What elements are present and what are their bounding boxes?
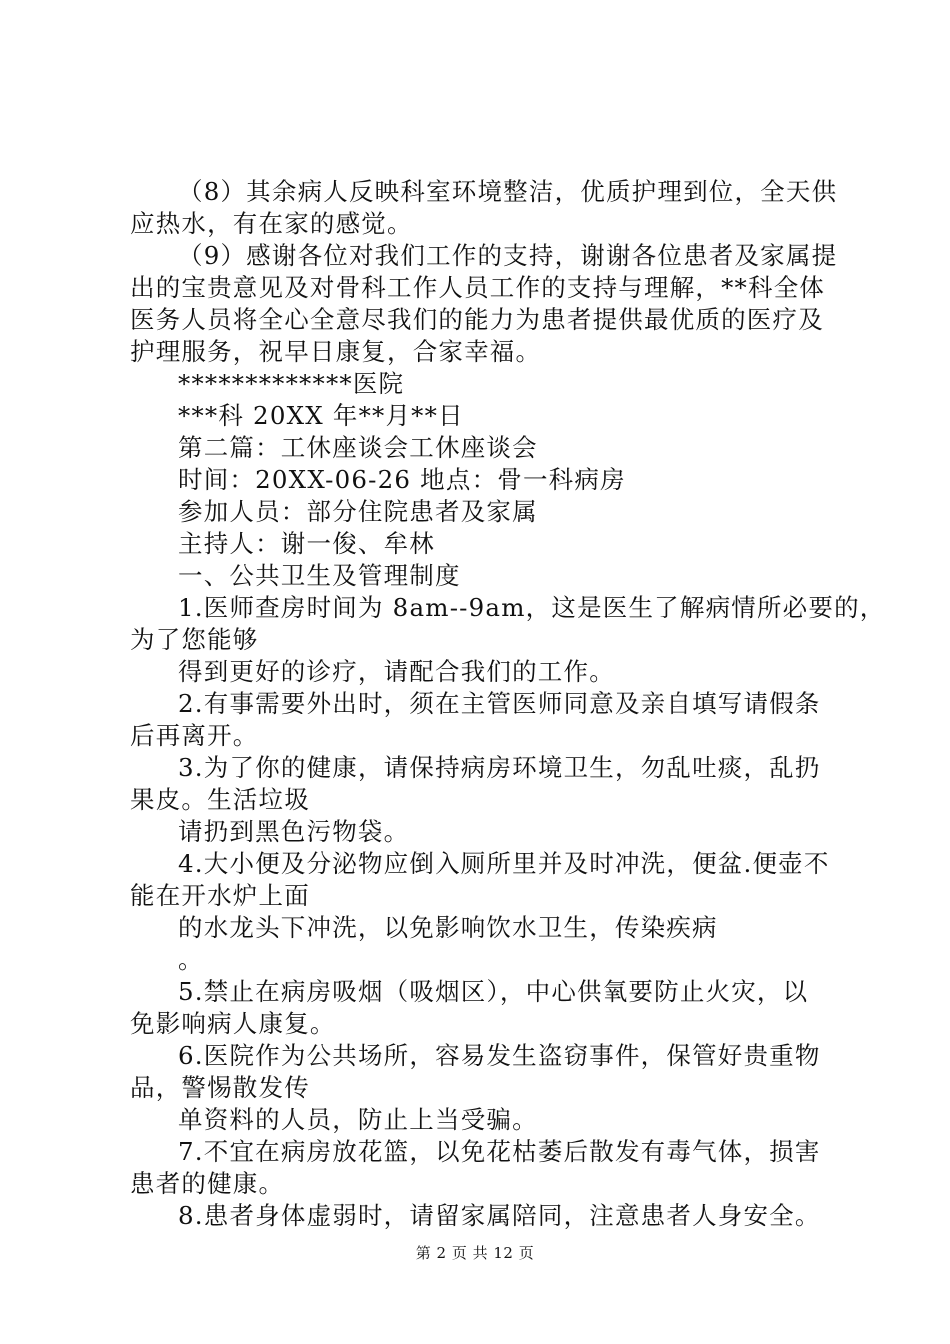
text-line: 主持人：谢一俊、牟林 — [178, 529, 435, 558]
text-line: （8）其余病人反映科室环境整洁，优质护理到位，全天供 — [178, 177, 838, 206]
text-line: 2.有事需要外出时，须在主管医师同意及亲自填写请假条 — [178, 689, 821, 718]
text-line: 参加人员：部分住院患者及家属 — [178, 497, 538, 526]
text-line: 时间：20XX-06-26 地点：骨一科病房 — [178, 465, 626, 494]
text-line: 出的宝贵意见及对骨科工作人员工作的支持与理解，**科全体 — [130, 273, 826, 302]
text-line: 医务人员将全心全意尽我们的能力为患者提供最优质的医疗及 — [130, 305, 824, 334]
text-line: 果皮。生活垃圾 — [130, 785, 310, 814]
section-title: 第二篇：工休座谈会工休座谈会 — [178, 433, 538, 462]
text-line: 能在开水炉上面 — [130, 881, 310, 910]
text-line: （9）感谢各位对我们工作的支持，谢谢各位患者及家属提 — [178, 241, 838, 270]
text-line: 请扔到黑色污物袋。 — [178, 817, 410, 846]
text-line: ***科 20XX 年**月**日 — [178, 401, 464, 430]
text-line: 5.禁止在病房吸烟（吸烟区），中心供氧要防止火灾，以 — [178, 977, 809, 1006]
text-line: 8.患者身体虚弱时，请留家属陪同，注意患者人身安全。 — [178, 1201, 821, 1230]
text-line: 的水龙头下冲洗，以免影响饮水卫生，传染疾病 — [178, 913, 718, 942]
section-heading: 一、公共卫生及管理制度 — [178, 561, 461, 590]
text-line: 品，警惕散发传 — [130, 1073, 310, 1102]
text-line: 护理服务，祝早日康复，合家幸福。 — [130, 337, 542, 366]
text-line: 后再离开。 — [130, 721, 259, 750]
text-line: 为了您能够 — [130, 625, 259, 654]
text-line: 3.为了你的健康，请保持病房环境卫生，勿乱吐痰，乱扔 — [178, 753, 821, 782]
text-line: 得到更好的诊疗，请配合我们的工作。 — [178, 657, 615, 686]
text-line: 患者的健康。 — [130, 1169, 285, 1198]
text-line: 1.医师查房时间为 8am--9am，这是医生了解病情所必要的， — [178, 593, 886, 622]
text-line: 应热水，有在家的感觉。 — [130, 209, 413, 238]
text-line: 4.大小便及分泌物应倒入厕所里并及时冲洗，便盆.便壶不 — [178, 849, 830, 878]
text-line: 6.医院作为公共场所，容易发生盗窃事件，保管好贵重物 — [178, 1041, 821, 1070]
text-line: 。 — [178, 945, 204, 974]
text-line: *************医院 — [178, 369, 405, 398]
text-line: 单资料的人员，防止上当受骗。 — [178, 1105, 538, 1134]
text-line: 7.不宜在病房放花篮，以免花枯萎后散发有毒气体，损害 — [178, 1137, 821, 1166]
page-number-footer: 第 2 页 共 12 页 — [415, 1244, 535, 1262]
text-line: 免影响病人康复。 — [130, 1009, 336, 1038]
